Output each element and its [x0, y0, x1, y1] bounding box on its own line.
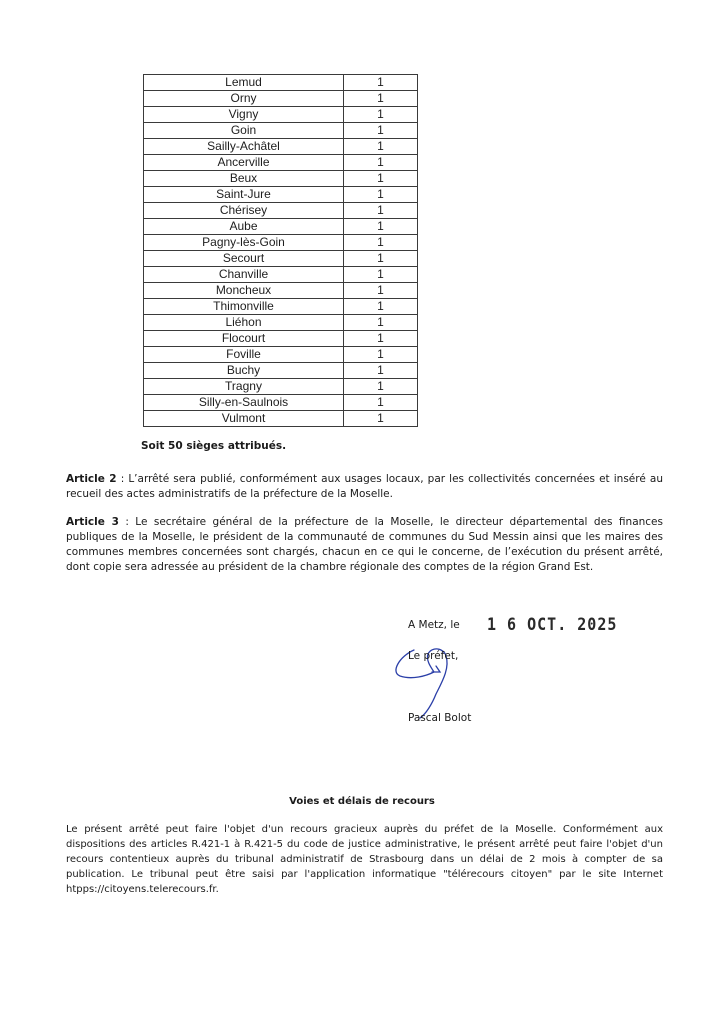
table-row — [144, 363, 418, 379]
commune-name-cell: Flocourt — [144, 331, 344, 347]
commune-name-cell: Chanville — [144, 267, 344, 283]
table-row — [144, 395, 418, 411]
table-row — [144, 155, 418, 171]
seat-count-cell: 1 — [344, 411, 418, 427]
commune-name-cell: Chérisey — [144, 203, 344, 219]
table-row — [144, 315, 418, 331]
commune-name-cell: Moncheux — [144, 283, 344, 299]
seat-count-cell: 1 — [344, 267, 418, 283]
seat-count-cell: 1 — [344, 331, 418, 347]
seat-count-cell: 1 — [344, 187, 418, 203]
article-2-label: Article 2 — [66, 473, 117, 485]
recourse-text: Le présent arrêté peut faire l'objet d'un recours gracieux auprès du préfet de la Moselle. Conformément aux dispositions des articles R.421-1 à R.421-5 du code de justice administrative, le présent arrêté peut faire l'objet d'un recours contentieux auprès du tribunal administratif de Strasbourg dans un délai de 2 mois à compter de sa publication. Le tribunal peut être saisi par l'application informatique "télérecours citoyen" par le site Internet htpps://citoyens.telerecours.fr. — [66, 824, 663, 895]
seat-count-cell: 1 — [344, 235, 418, 251]
commune-name-cell: Ancerville — [144, 155, 344, 171]
table-row — [144, 203, 418, 219]
table-row — [144, 299, 418, 315]
table-row — [144, 75, 418, 91]
table-row — [144, 331, 418, 347]
seat-count-cell: 1 — [344, 395, 418, 411]
table-row — [144, 235, 418, 251]
seat-table-body — [144, 75, 418, 427]
table-row — [144, 379, 418, 395]
prefect-title: Le préfet, — [408, 650, 459, 662]
commune-name-cell: Goin — [144, 123, 344, 139]
table-row — [144, 283, 418, 299]
date-stamp: 1 6 OCT. 2025 — [487, 613, 618, 635]
commune-name-cell: Foville — [144, 347, 344, 363]
table-row — [144, 171, 418, 187]
commune-name-cell: Lemud — [144, 75, 344, 91]
seat-allocation-table — [143, 74, 418, 427]
article-3 — [66, 515, 663, 575]
seat-count-cell: 1 — [344, 251, 418, 267]
seat-count-cell: 1 — [344, 139, 418, 155]
commune-name-cell: Vulmont — [144, 411, 344, 427]
commune-name-cell: Secourt — [144, 251, 344, 267]
table-row — [144, 411, 418, 427]
seat-count-cell: 1 — [344, 379, 418, 395]
seat-count-cell: 1 — [344, 75, 418, 91]
seat-count-cell: 1 — [344, 203, 418, 219]
commune-name-cell: Aube — [144, 219, 344, 235]
commune-name-cell: Beux — [144, 171, 344, 187]
seat-count-cell: 1 — [344, 123, 418, 139]
table-row — [144, 187, 418, 203]
seat-count-cell: 1 — [344, 299, 418, 315]
seat-count-cell: 1 — [344, 347, 418, 363]
commune-name-cell: Pagny-lès-Goin — [144, 235, 344, 251]
commune-name-cell: Orny — [144, 91, 344, 107]
seat-count-cell: 1 — [344, 315, 418, 331]
seat-count-cell: 1 — [344, 171, 418, 187]
recourse-section-title: Voies et délais de recours — [289, 796, 435, 807]
table-row — [144, 267, 418, 283]
article-2 — [66, 472, 663, 502]
table-row — [144, 139, 418, 155]
seat-count-cell: 1 — [344, 91, 418, 107]
table-row — [144, 91, 418, 107]
commune-name-cell: Tragny — [144, 379, 344, 395]
seat-count-cell: 1 — [344, 155, 418, 171]
commune-name-cell: Silly-en-Saulnois — [144, 395, 344, 411]
seat-count-cell: 1 — [344, 363, 418, 379]
prefect-name: Pascal Bolot — [408, 712, 472, 724]
seat-count-cell: 1 — [344, 107, 418, 123]
commune-name-cell: Vigny — [144, 107, 344, 123]
commune-name-cell: Saint-Jure — [144, 187, 344, 203]
commune-name-cell: Sailly-Achâtel — [144, 139, 344, 155]
commune-name-cell: Buchy — [144, 363, 344, 379]
seat-count-cell: 1 — [344, 283, 418, 299]
table-row — [144, 251, 418, 267]
article-3-label: Article 3 — [66, 516, 119, 528]
table-row — [144, 219, 418, 235]
article-3-text: : Le secrétaire général de la préfecture de la Moselle, le directeur départemental des finances publiques de la Moselle, le président de la communauté de communes du Sud Messin ainsi que les maires des communes membres concernées sont chargés, chacun en ce qui le concerne, de l’exécution du présent arrêté, dont copie sera adressée au président de la chambre régionale des comptes de la région Grand Est. — [66, 516, 663, 573]
commune-name-cell: Liéhon — [144, 315, 344, 331]
place-and-date-label: A Metz, le — [408, 619, 460, 631]
table-row — [144, 107, 418, 123]
table-row — [144, 123, 418, 139]
article-2-text: : L’arrêté sera publié, conformément aux usages locaux, par les collectivités concernées et inséré au recueil des actes administratifs de la préfecture de la Moselle. — [66, 473, 663, 500]
commune-name-cell: Thimonville — [144, 299, 344, 315]
seat-count-cell: 1 — [344, 219, 418, 235]
table-row — [144, 347, 418, 363]
total-seats-line: Soit 50 sièges attribués. — [141, 440, 287, 452]
